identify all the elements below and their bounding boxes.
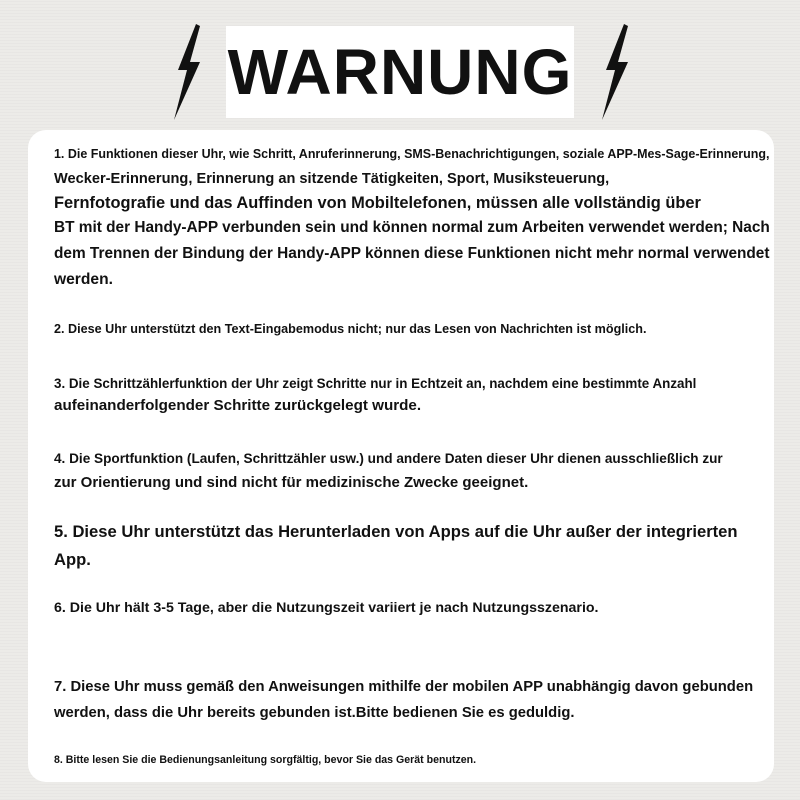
notice-item-3 — [54, 374, 774, 418]
notice-item-4 — [54, 448, 774, 496]
notice-item-2 — [54, 320, 774, 338]
notice-card — [28, 130, 774, 782]
title-box — [226, 26, 574, 118]
notice-line: App. — [54, 550, 91, 569]
notice-item-8 — [54, 752, 774, 768]
notice-item-7 — [54, 674, 774, 726]
notice-line: 2. Diese Uhr unterstützt den Text-Eingabemodus nicht; nur das Lesen von Nachrichten ist möglich. — [54, 322, 647, 336]
notice-line: aufeinanderfolgender Schritte zurückgelegt wurde. — [54, 397, 422, 414]
warning-header — [0, 24, 800, 124]
notice-item-5 — [54, 518, 774, 574]
notice-line: 6. Die Uhr hält 3-5 Tage, aber die Nutzungszeit variiert je nach Nutzungsszenario. — [54, 600, 599, 616]
lightning-bolt-icon — [596, 24, 630, 120]
notice-line: 7. Diese Uhr muss gemäß den Anweisungen mithilfe der mobilen APP unabhängig davon gebunden — [54, 679, 754, 695]
notice-item-1 — [54, 146, 774, 293]
notice-line: Wecker-Erinnerung, Erinnerung an sitzende Tätigkeiten, Sport, Musiksteuerung, — [54, 171, 610, 187]
notice-line: 4. Die Sportfunktion (Laufen, Schrittzähler usw.) und andere Daten dieser Uhr dienen ausschließlich zur — [54, 451, 723, 466]
notice-line: zur Orientierung und sind nicht für medizinische Zwecke geeignet. — [54, 474, 529, 491]
notice-line: Fernfotografie und das Auffinden von Mobiltelefonen, müssen alle vollständig über — [54, 194, 701, 212]
notice-line: dem Trennen der Bindung der Handy-APP können diese Funktionen nicht mehr normal verwendet — [54, 245, 770, 262]
notice-item-6 — [54, 598, 774, 618]
notice-line: 8. Bitte lesen Sie die Bedienungsanleitung sorgfältig, bevor Sie das Gerät benutzen. — [54, 754, 477, 766]
notice-line: werden. — [54, 271, 113, 288]
notice-line: werden, dass die Uhr bereits gebunden ist.Bitte bedienen Sie es geduldig. — [54, 705, 575, 721]
lightning-bolt-icon — [170, 24, 204, 120]
notice-line: 3. Die Schrittzählerfunktion der Uhr zeigt Schritte nur in Echtzeit an, nachdem eine bestimmte Anzahl — [54, 376, 697, 391]
notice-line: 5. Diese Uhr unterstützt das Herunterladen von Apps auf die Uhr außer der integrierten — [54, 522, 738, 541]
notice-line: 1. Die Funktionen dieser Uhr, wie Schritt, Anruferinnerung, SMS-Benachrichtigungen, soziale APP-Mes-Sage-Erinnerung, — [54, 147, 770, 161]
notice-line: BT mit der Handy-APP verbunden sein und können normal zum Arbeiten verwendet werden; Nach — [54, 219, 770, 236]
page-title: WARNUNG — [227, 36, 573, 108]
